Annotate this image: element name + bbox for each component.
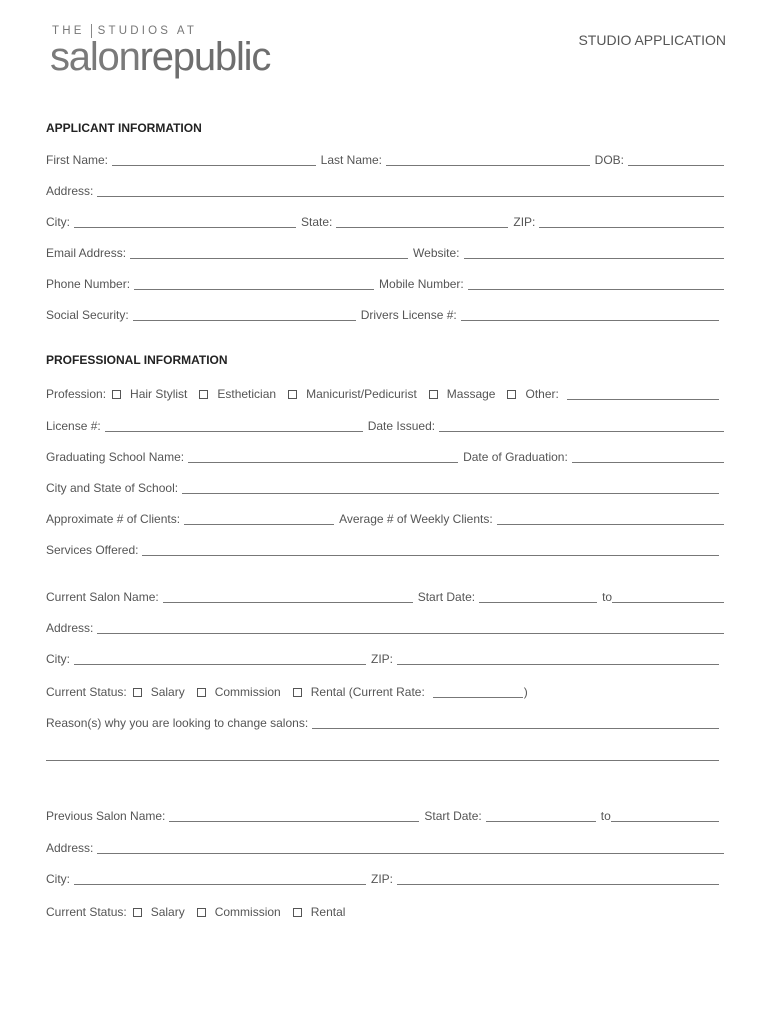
row-email-website [46, 244, 724, 260]
school-label: Graduating School Name: [46, 450, 185, 464]
current-start-label: Start Date: [417, 590, 476, 604]
previous-zip-field[interactable] [397, 872, 719, 885]
drivers-license-field[interactable] [461, 308, 719, 321]
professional-section-heading: PROFESSIONAL INFORMATION [46, 353, 228, 367]
row-clients [46, 510, 724, 526]
current-salon-label: Current Salon Name: [46, 590, 159, 604]
row-address [46, 182, 724, 198]
reasons-field-line-2[interactable] [46, 748, 719, 761]
phone-label: Phone Number: [46, 277, 131, 291]
applicant-section-heading: APPLICANT INFORMATION [46, 121, 202, 135]
row-previous-status [46, 903, 724, 919]
current-end-field[interactable] [612, 590, 724, 603]
current-rental-checkbox[interactable] [293, 688, 302, 697]
dob-field[interactable] [628, 153, 724, 166]
row-previous-city [46, 870, 724, 886]
school-city-label: City and State of School: [46, 481, 179, 495]
weekly-clients-field[interactable] [497, 512, 724, 525]
logo-salon: salon [50, 35, 140, 79]
current-address-label: Address: [46, 621, 94, 635]
hair-stylist-option: Hair Stylist [130, 387, 188, 401]
zip-label: ZIP: [513, 215, 536, 229]
previous-commission-option: Commission [214, 905, 281, 919]
row-reasons-continued [46, 746, 724, 762]
previous-salon-field[interactable] [169, 809, 419, 822]
current-rental-option: Rental (Current Rate: [310, 685, 425, 699]
school-city-field[interactable] [182, 481, 719, 494]
row-current-salon [46, 588, 724, 604]
graduation-field[interactable] [572, 450, 724, 463]
current-to-label: to [602, 590, 613, 604]
previous-city-label: City: [46, 872, 70, 886]
email-field[interactable] [130, 246, 408, 259]
reasons-label: Reason(s) why you are looking to change salons: [46, 716, 309, 730]
row-profession [46, 385, 724, 401]
ssn-label: Social Security: [46, 308, 129, 322]
current-city-label: City: [46, 652, 70, 666]
reasons-field[interactable] [312, 716, 719, 729]
weekly-clients-label: Average # of Weekly Clients: [339, 512, 493, 526]
current-start-field[interactable] [479, 590, 597, 603]
email-label: Email Address: [46, 246, 127, 260]
row-reasons [46, 714, 724, 730]
mobile-field[interactable] [468, 277, 724, 290]
current-rate-field[interactable] [433, 685, 523, 698]
previous-salon-label: Previous Salon Name: [46, 809, 166, 823]
row-phones [46, 275, 724, 291]
current-salon-field[interactable] [163, 590, 413, 603]
esthetician-option: Esthetician [217, 387, 277, 401]
hair-stylist-checkbox[interactable] [112, 390, 121, 399]
row-school-city [46, 479, 724, 495]
logo-wordmark [50, 35, 270, 80]
zip-field[interactable] [539, 215, 724, 228]
previous-address-field[interactable] [97, 841, 724, 854]
logo-the: THE [52, 25, 85, 38]
last-name-field[interactable] [386, 153, 590, 166]
license-label: License #: [46, 419, 101, 433]
current-salary-option: Salary [150, 685, 185, 699]
state-field[interactable] [336, 215, 508, 228]
esthetician-checkbox[interactable] [199, 390, 208, 399]
previous-start-label: Start Date: [424, 809, 482, 823]
first-name-label: First Name: [46, 153, 109, 167]
previous-address-label: Address: [46, 841, 94, 855]
phone-field[interactable] [134, 277, 374, 290]
clients-field[interactable] [184, 512, 334, 525]
manicurist-checkbox[interactable] [288, 390, 297, 399]
previous-end-field[interactable] [611, 809, 719, 822]
current-salary-checkbox[interactable] [133, 688, 142, 697]
previous-commission-checkbox[interactable] [197, 908, 206, 917]
manicurist-option: Manicurist/Pedicurist [306, 387, 417, 401]
current-status-label: Current Status: [46, 685, 127, 699]
row-previous-salon [46, 807, 724, 823]
row-school [46, 448, 724, 464]
current-commission-option: Commission [214, 685, 281, 699]
row-city-state-zip [46, 213, 724, 229]
clients-label: Approximate # of Clients: [46, 512, 181, 526]
drivers-license-label: Drivers License #: [360, 308, 457, 322]
city-label: City: [46, 215, 70, 229]
other-option: Other: [525, 387, 559, 401]
previous-start-field[interactable] [486, 809, 596, 822]
row-license [46, 417, 724, 433]
massage-checkbox[interactable] [429, 390, 438, 399]
ssn-field[interactable] [133, 308, 356, 321]
previous-zip-label: ZIP: [371, 872, 394, 886]
services-field[interactable] [142, 543, 719, 556]
previous-to-label: to [600, 809, 611, 823]
website-label: Website: [413, 246, 460, 260]
row-previous-address [46, 839, 724, 855]
previous-salary-checkbox[interactable] [133, 908, 142, 917]
date-issued-field[interactable] [439, 419, 724, 432]
current-city-field[interactable] [74, 652, 366, 665]
row-services [46, 541, 724, 557]
address-label: Address: [46, 184, 94, 198]
dob-label: DOB: [594, 153, 624, 167]
current-address-field[interactable] [97, 621, 724, 634]
current-zip-label: ZIP: [371, 652, 394, 666]
salon-republic-logo [52, 24, 292, 96]
city-field[interactable] [74, 215, 296, 228]
logo-studios-at: STUDIOS AT [97, 25, 198, 38]
first-name-field[interactable] [112, 153, 316, 166]
previous-rental-option: Rental [310, 905, 346, 919]
other-checkbox[interactable] [507, 390, 516, 399]
last-name-label: Last Name: [320, 153, 383, 167]
previous-city-field[interactable] [74, 872, 366, 885]
website-field[interactable] [464, 246, 724, 259]
state-label: State: [301, 215, 333, 229]
current-rate-close: ) [523, 685, 528, 699]
current-commission-checkbox[interactable] [197, 688, 206, 697]
row-current-status [46, 683, 724, 699]
date-issued-label: Date Issued: [367, 419, 436, 433]
address-field[interactable] [97, 184, 724, 197]
previous-rental-checkbox[interactable] [293, 908, 302, 917]
document-title: STUDIO APPLICATION [578, 32, 726, 48]
massage-option: Massage [446, 387, 496, 401]
logo-republic: republic [139, 35, 271, 79]
current-zip-field[interactable] [397, 652, 719, 665]
row-current-city [46, 650, 724, 666]
mobile-label: Mobile Number: [379, 277, 464, 291]
services-label: Services Offered: [46, 543, 139, 557]
school-field[interactable] [188, 450, 458, 463]
row-current-address [46, 619, 724, 635]
profession-label: Profession: [46, 387, 107, 401]
row-ssn-license [46, 306, 724, 322]
license-field[interactable] [105, 419, 363, 432]
row-names [46, 151, 724, 167]
graduation-label: Date of Graduation: [463, 450, 568, 464]
previous-salary-option: Salary [150, 905, 185, 919]
other-profession-field[interactable] [567, 387, 719, 400]
previous-status-label: Current Status: [46, 905, 127, 919]
